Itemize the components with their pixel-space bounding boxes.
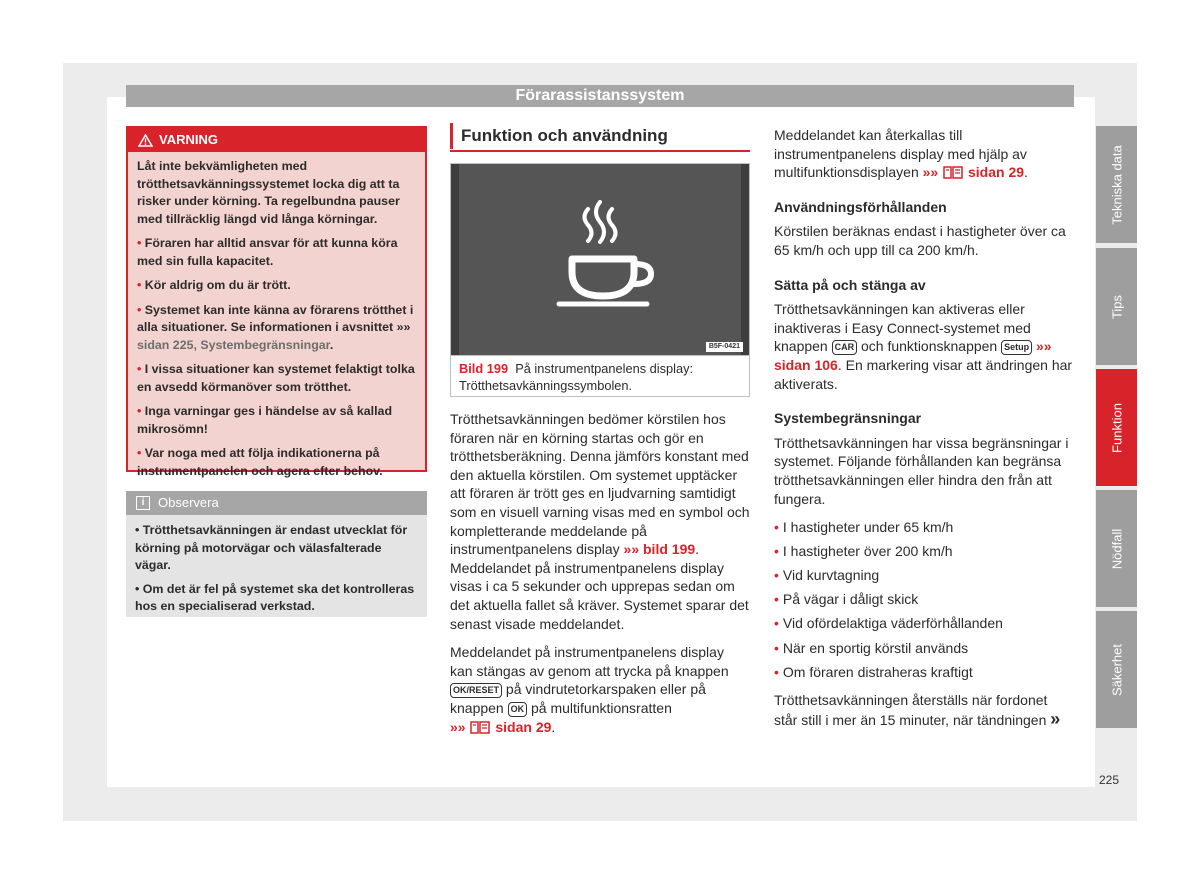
figure-ref-link[interactable]: »» bild 199: [623, 541, 696, 558]
list-item: • På vägar i dåligt skick: [774, 591, 919, 608]
ok-key-icon: OK: [508, 702, 528, 717]
warning-header: [128, 128, 425, 152]
note-item: • Trötthetsavkänningen är endast utvecklat för körning på motorvägar och välasfalterade vägar.: [135, 523, 408, 572]
list-item: • I hastigheter över 200 km/h: [774, 543, 953, 560]
note-header: [126, 491, 427, 515]
tab-tekniska-data[interactable]: Tekniska data: [1096, 126, 1137, 243]
chapter-header: Förarassistanssystem: [126, 85, 1074, 107]
paragraph: Körstilen beräknas endast i hastigheter över ca 65 km/h och upp till ca 200 km/h.: [774, 223, 1066, 258]
book-ref-icon: [469, 720, 491, 734]
paragraph: Trötthetsavkänningen bedömer körstilen hos föraren när en körning startas och gör en trötthetsberäkning. Denna jämförs konstant med den aktuella körstilen. Om systemet upptäcker att föraren är trött ges en ljudvarning samtidigt som en visuell varning visas med en symbol och kompletterande meddelande på instrumentpanelens display »» bild 199. Meddelandet på instrumentpanelens display visas i ca 5 sekunder och upprepas sedan om det aktuella fallet så kräver. Systemet sparar det senast visade meddelandet.: [450, 411, 750, 632]
list-item: • I hastigheter under 65 km/h: [774, 519, 954, 536]
figure-code: B5F-0421: [706, 342, 743, 352]
limitations-list: [774, 518, 1074, 681]
paragraph: Meddelandet kan återkallas till instrumentpanelens display med hjälp av multifunktionsdisplayen »» sidan 29.: [774, 127, 1028, 181]
list-item: • När en sportig körstil används: [774, 639, 969, 656]
warning-item: • Inga varningar ges i händelse av så kallad mikrosömn!: [137, 404, 393, 436]
paragraph: Trötthetsavkänningen återställs när fordonet står still i mer än 15 minuter, när tändningen »: [774, 692, 1061, 729]
page-number: 225: [1099, 773, 1120, 787]
tab-sakerhet[interactable]: Säkerhet: [1096, 611, 1137, 728]
continue-arrow-icon: »: [1050, 708, 1061, 729]
figure-display: [450, 163, 750, 356]
figure-caption-text: På instrumentpanelens display: Trötthetsavkänningssymbolen.: [459, 361, 694, 393]
warning-title: VARNING: [159, 132, 218, 147]
warning-item: • Föraren har alltid ansvar för att kunna köra med sin fulla kapacitet.: [137, 236, 398, 268]
paragraph: Meddelandet på instrumentpanelens display kan stängas av genom att trycka på knappen OK/RESET på vindrutetorkarspaken eller på knappen OK på multifunktionsratten »» sidan 29.: [450, 644, 729, 735]
list-item: • Vid ofördelaktiga väderförhållanden: [774, 615, 1003, 632]
paragraph: Trötthetsavkänningen kan aktiveras eller inaktiveras i Easy Connect-systemet med knappen CAR och funktionsknappen Setup »» sidan 106. En markering visar att ändringen har aktiverats.: [774, 301, 1073, 392]
tab-tips[interactable]: Tips: [1096, 248, 1137, 365]
section-title: Funktion och användning: [450, 123, 750, 149]
warning-item: • I vissa situationer kan systemet felaktigt tolka en avsedd körmanöver som trötthet.: [137, 362, 415, 394]
note-box: [126, 491, 427, 617]
warning-item: • Systemet kan inte känna av förarens trötthet i alla situationer. Se informationen i avsnittet »» sidan 225, Systembegränsningar.: [137, 302, 414, 352]
warning-intro: Låt inte bekvämligheten med trötthetsavkänningssystemet locka dig att ta risker under körning. Ta regelbundna pauser med tillräcklig längd vid långa körningar.: [137, 159, 400, 226]
ok-reset-key-icon: OK/RESET: [450, 683, 502, 698]
section-divider: [450, 150, 750, 152]
tab-funktion[interactable]: Funktion: [1096, 369, 1137, 486]
info-icon: i: [136, 496, 150, 510]
warning-triangle-icon: [138, 134, 153, 147]
figure-label: Bild 199: [459, 361, 509, 376]
note-item: • Om det är fel på systemet ska det kontrolleras hos en specialiserad verkstad.: [135, 581, 415, 613]
page-ref-link[interactable]: sidan 29: [495, 718, 552, 735]
display-screen: [459, 164, 741, 356]
figure-caption: [450, 355, 750, 397]
paragraph: Trötthetsavkänningen har vissa begränsningar i systemet. Följande förhållanden kan begränsa trötthetsavkänningen eller hindra den från att fungera.: [774, 434, 1069, 507]
note-title: Observera: [158, 495, 219, 510]
tab-nodfall[interactable]: Nödfall: [1096, 490, 1137, 607]
list-item: • Om föraren distraheras kraftigt: [774, 663, 973, 680]
warning-ref-link[interactable]: sidan 225, Systembegränsningar: [137, 337, 330, 352]
page-ref-link[interactable]: sidan 29: [968, 164, 1025, 181]
setup-key-icon: Setup: [1001, 340, 1032, 355]
warning-item: • Var noga med att följa indikationerna på instrumentpanelen och agera efter behov.: [137, 446, 383, 478]
warning-item: • Kör aldrig om du är trött.: [137, 278, 291, 292]
warning-box: [126, 126, 427, 478]
subheading: Användningsförhållanden: [774, 198, 947, 215]
subheading: Sätta på och stänga av: [774, 276, 926, 293]
book-ref-icon: [942, 165, 964, 179]
subheading: Systembegränsningar: [774, 410, 922, 427]
car-key-icon: CAR: [832, 340, 858, 355]
coffee-cup-icon: [459, 164, 741, 356]
list-item: • Vid kurvtagning: [774, 567, 880, 584]
right-text: [774, 126, 1074, 739]
middle-text: [450, 410, 750, 746]
page-ref-link[interactable]: »» sidan 106: [774, 338, 1052, 373]
